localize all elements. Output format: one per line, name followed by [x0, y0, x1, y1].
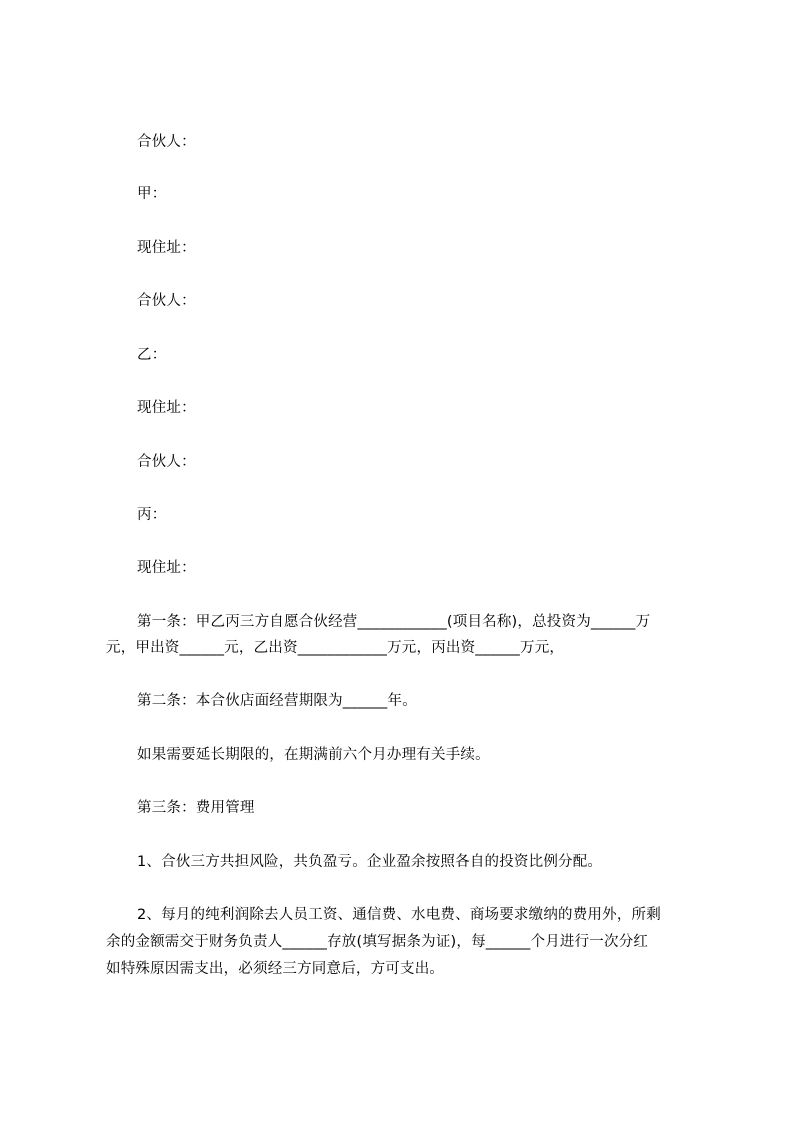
article-2-text: 第二条：本合伙店面经营期限为______年。 [137, 693, 417, 709]
article-3-item-2-line-3: 如特殊原因需支出，必须经三方同意后，方可支出。 [106, 961, 445, 977]
article-3-item-1: 1、合伙三方共担风险，共负盈亏。企业盈余按照各自的投资比例分配。 [137, 854, 603, 870]
article-1-line-2: 元，甲出资______元，乙出资____________万元，丙出资______万元， [106, 640, 565, 656]
party-c-label: 丙： [137, 507, 167, 523]
party-c-address-label: 现住址： [137, 560, 196, 576]
article-3-item-2-line-2: 余的金额需交于财务负责人______存放(填写据条为证)，每______个月进行一次分红 [106, 934, 649, 950]
article-3-heading: 第三条：费用管理 [137, 800, 255, 816]
article-3-item-2-line-1: 2、每月的纯利润除去人员工资、通信费、水电费、商场要求缴纳的费用外，所剩 [137, 907, 661, 923]
party-b-address-label: 现住址： [137, 400, 196, 416]
partner-c-label: 合伙人： [137, 454, 196, 470]
partner-a-label: 合伙人： [137, 134, 196, 150]
party-b-label: 乙： [137, 347, 167, 363]
article-1-line-1: 第一条：甲乙丙三方自愿合伙经营____________(项目名称)，总投资为______万 [137, 614, 651, 630]
partner-b-label: 合伙人： [137, 293, 196, 309]
party-a-label: 甲： [137, 186, 167, 202]
party-a-address-label: 现住址： [137, 240, 196, 256]
article-2-extension-note: 如果需要延长期限的，在期满前六个月办理有关手续。 [137, 747, 490, 763]
